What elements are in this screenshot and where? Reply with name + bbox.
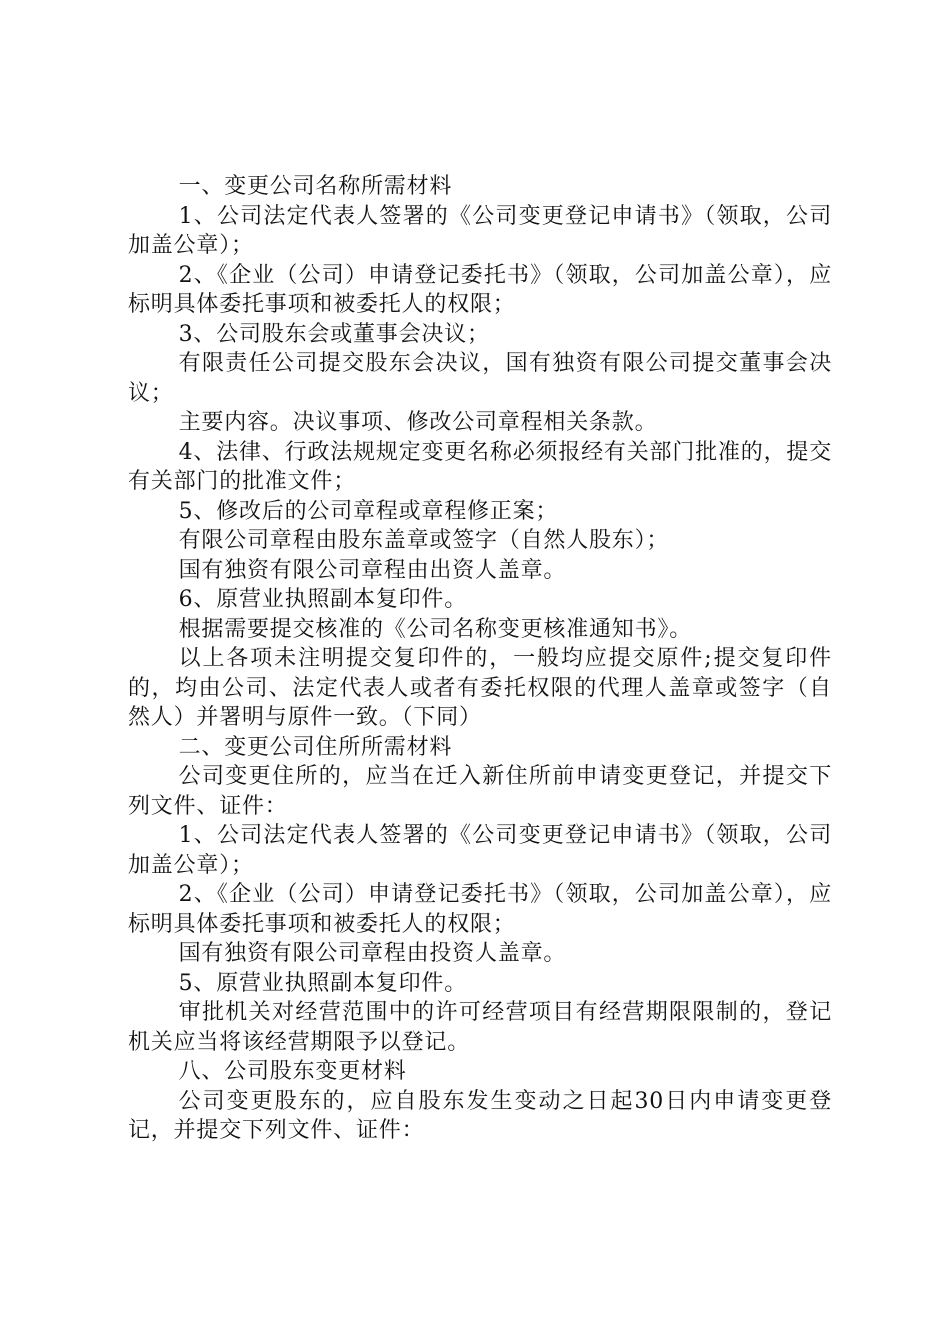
paragraph-name-approval-notice: 根据需要提交核准的《公司名称变更核准通知书》。 <box>178 616 692 642</box>
paragraph-business-term-registration: 审批机关对经营范围中的许可经营项目有经营期限限制的，登记机关应当将该经营期限予以登记。 <box>128 1000 832 1055</box>
paragraph-address-item-2: 2、《企业（公司）申请登记委托书》（领取，公司加盖公章），应标明具体委托事项和被委托人的权限； <box>128 882 832 937</box>
paragraph-item-3: 3、公司股东会或董事会决议； <box>178 321 490 347</box>
document-body <box>128 172 832 1146</box>
paragraph-item-5: 5、修改后的公司章程或章程修正案； <box>178 498 559 524</box>
paragraph-item-6: 6、原营业执照副本复印件。 <box>178 587 467 612</box>
paragraph-address-item-1: 1、公司法定代表人签署的《公司变更登记申请书》（领取，公司加盖公章）； <box>128 823 832 878</box>
paragraph-original-documents-note: 以上各项未注明提交复印件的，一般均应提交原件;提交复印件的，均由公司、法定代表人或者有委托权限的代理人盖章或签字（自然人）并署明与原件一致。（下同） <box>128 646 832 730</box>
paragraph-shareholder-change-intro: 公司变更股东的，应自股东发生变动之日起30日内申请变更登记，并提交下列文件、证件： <box>128 1088 832 1143</box>
section-heading-shareholder-change: 八、公司股东变更材料 <box>178 1059 407 1084</box>
section-heading-name-change: 一、变更公司名称所需材料 <box>178 174 453 199</box>
paragraph-limited-company-charter: 有限公司章程由股东盖章或签字（自然人股东）； <box>178 528 670 553</box>
paragraph-address-change-intro: 公司变更住所的，应当在迁入新住所前申请变更登记，并提交下列文件、证件： <box>128 764 832 819</box>
paragraph-state-owned-charter: 国有独资有限公司章程由出资人盖章。 <box>178 557 567 583</box>
paragraph-item-2: 2、《企业（公司）申请登记委托书》（领取，公司加盖公章），应标明具体委托事项和被委托人的权限； <box>128 262 832 317</box>
paragraph-address-state-owned-charter: 国有独资有限公司章程由投资人盖章。 <box>178 941 567 966</box>
paragraph-resolution-content: 主要内容。决议事项、修改公司章程相关条款。 <box>178 410 658 435</box>
paragraph-item-4: 4、法律、行政法规规定变更名称必须报经有关部门批准的，提交有关部门的批准文件； <box>128 439 832 494</box>
paragraph-item-1: 1、公司法定代表人签署的《公司变更登记申请书》（领取，公司加盖公章）； <box>128 203 832 258</box>
paragraph-resolution-types: 有限责任公司提交股东会决议，国有独资有限公司提交董事会决议； <box>128 351 832 406</box>
paragraph-address-item-5: 5、原营业执照副本复印件。 <box>178 970 467 996</box>
section-heading-address-change: 二、变更公司住所所需材料 <box>178 734 453 760</box>
